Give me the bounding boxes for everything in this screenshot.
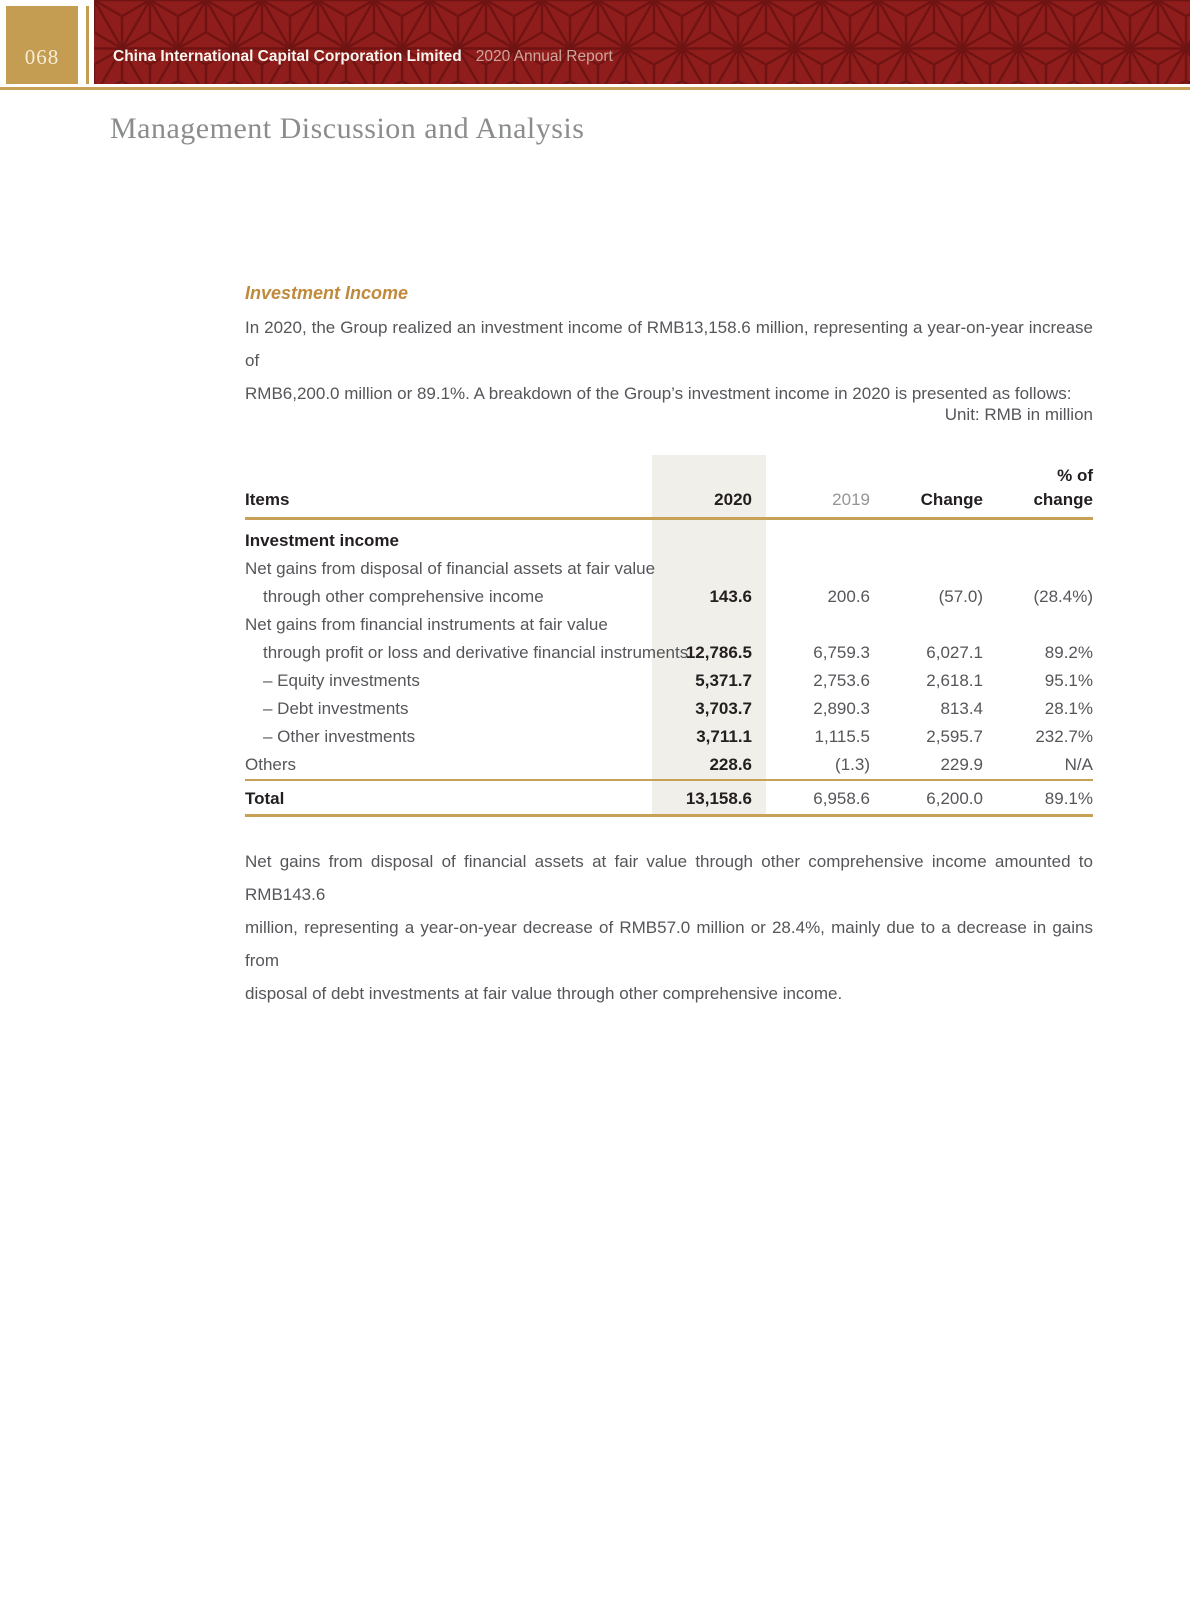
table-bottom-rule bbox=[245, 814, 1093, 817]
unit-note: Unit: RMB in million bbox=[944, 405, 1093, 424]
company-name: China International Capital Corporation Limited bbox=[113, 48, 462, 65]
paragraph-line: million, representing a year-on-year decrease of RMB57.0 million or 28.4%, mainly due to a decrease in gains from bbox=[245, 918, 1093, 970]
row-value: (1.3) bbox=[835, 755, 870, 774]
asanoha-pattern-graphic bbox=[94, 0, 1190, 84]
row-value bbox=[870, 555, 983, 583]
row-value: 3,703.7 bbox=[695, 699, 752, 718]
table-row bbox=[245, 583, 1093, 611]
row-value bbox=[983, 611, 1093, 639]
row-value: 232.7% bbox=[1035, 727, 1093, 746]
row-value: 813.4 bbox=[940, 699, 983, 718]
investment-income-table bbox=[245, 455, 1093, 815]
table-row bbox=[245, 667, 1093, 695]
row-value: 95.1% bbox=[1044, 671, 1093, 690]
column-header-items: Items bbox=[245, 490, 290, 509]
row-value bbox=[766, 611, 870, 639]
column-header-2019: 2019 bbox=[832, 490, 870, 509]
page-number: 068 bbox=[24, 44, 60, 69]
row-value: 143.6 bbox=[709, 587, 752, 606]
row-value bbox=[870, 527, 983, 555]
column-header-pct-line2: change bbox=[1033, 490, 1093, 509]
page-number-box bbox=[6, 6, 78, 84]
section-heading: Investment Income bbox=[245, 283, 409, 303]
table-row bbox=[245, 555, 1093, 583]
row-label: Total bbox=[245, 789, 285, 808]
table-row bbox=[245, 639, 1093, 667]
row-label: through other comprehensive income bbox=[263, 587, 544, 606]
row-value: 89.1% bbox=[1044, 789, 1093, 808]
row-label: – Debt investments bbox=[263, 699, 409, 718]
paragraph-line: disposal of debt investments at fair value through other comprehensive income. bbox=[245, 984, 843, 1003]
row-value bbox=[652, 527, 766, 555]
row-value bbox=[652, 611, 766, 639]
column-header-change: Change bbox=[920, 490, 983, 509]
row-value: 2,753.6 bbox=[813, 671, 870, 690]
table-row bbox=[245, 695, 1093, 723]
row-value: 6,200.0 bbox=[926, 789, 983, 808]
header-horizontal-rule bbox=[0, 87, 1190, 90]
column-header-2020: 2020 bbox=[714, 490, 752, 509]
footer-paragraph bbox=[245, 845, 1093, 1010]
row-value bbox=[766, 555, 870, 583]
row-value bbox=[983, 527, 1093, 555]
row-value: 2,618.1 bbox=[926, 671, 983, 690]
row-value: 28.1% bbox=[1044, 699, 1093, 718]
row-label: Net gains from financial instruments at fair value bbox=[245, 615, 608, 634]
page-title: Management Discussion and Analysis bbox=[110, 112, 585, 145]
row-value bbox=[983, 555, 1093, 583]
row-value: 2,595.7 bbox=[926, 727, 983, 746]
row-value bbox=[652, 555, 766, 583]
column-header-pct-line1: % of bbox=[1057, 466, 1093, 485]
header-vertical-rule bbox=[86, 6, 89, 84]
row-value bbox=[870, 611, 983, 639]
paragraph-line: RMB6,200.0 million or 89.1%. A breakdown of the Group’s investment income in 2020 is presented as follows: bbox=[245, 384, 1072, 403]
row-label: – Other investments bbox=[263, 727, 416, 746]
row-value: (57.0) bbox=[938, 587, 983, 606]
row-value: (28.4%) bbox=[1033, 587, 1093, 606]
row-label: – Equity investments bbox=[263, 671, 420, 690]
intro-paragraph bbox=[245, 311, 1093, 410]
row-value: 6,958.6 bbox=[813, 789, 870, 808]
table-row bbox=[245, 781, 1093, 814]
table-row bbox=[245, 527, 1093, 555]
row-value bbox=[766, 527, 870, 555]
row-value: 2,890.3 bbox=[813, 699, 870, 718]
table-row bbox=[245, 611, 1093, 639]
row-value: 6,759.3 bbox=[813, 643, 870, 662]
row-label: Investment income bbox=[245, 531, 399, 550]
banner-text bbox=[113, 46, 613, 68]
row-value: 6,027.1 bbox=[926, 643, 983, 662]
row-value: 3,711.1 bbox=[696, 727, 752, 746]
paragraph-line: Net gains from disposal of financial assets at fair value through other comprehensive income amounted to RMB143.6 bbox=[245, 852, 1093, 904]
table-row bbox=[245, 723, 1093, 751]
row-value: 229.9 bbox=[940, 755, 983, 774]
row-value: 228.6 bbox=[709, 755, 752, 774]
paragraph-line: In 2020, the Group realized an investment income of RMB13,158.6 million, representing a year-on-year increase of bbox=[245, 318, 1093, 370]
row-value: 200.6 bbox=[827, 587, 870, 606]
row-value: 12,786.5 bbox=[685, 643, 752, 662]
table-row bbox=[245, 751, 1093, 779]
table-header-row bbox=[245, 455, 1093, 517]
column-header-pct-change bbox=[983, 464, 1093, 512]
row-label: Others bbox=[245, 755, 297, 774]
row-value: 1,115.5 bbox=[814, 727, 870, 746]
header-banner bbox=[94, 0, 1190, 84]
table-body bbox=[245, 520, 1093, 814]
report-name: 2020 Annual Report bbox=[475, 48, 613, 65]
row-value: 5,371.7 bbox=[695, 671, 752, 690]
row-label: Net gains from disposal of financial assets at fair value bbox=[245, 559, 656, 578]
row-value: N/A bbox=[1064, 755, 1093, 774]
row-value: 89.2% bbox=[1044, 643, 1093, 662]
row-value: 13,158.6 bbox=[685, 789, 752, 808]
row-label: through profit or loss and derivative financial instruments bbox=[263, 643, 689, 662]
